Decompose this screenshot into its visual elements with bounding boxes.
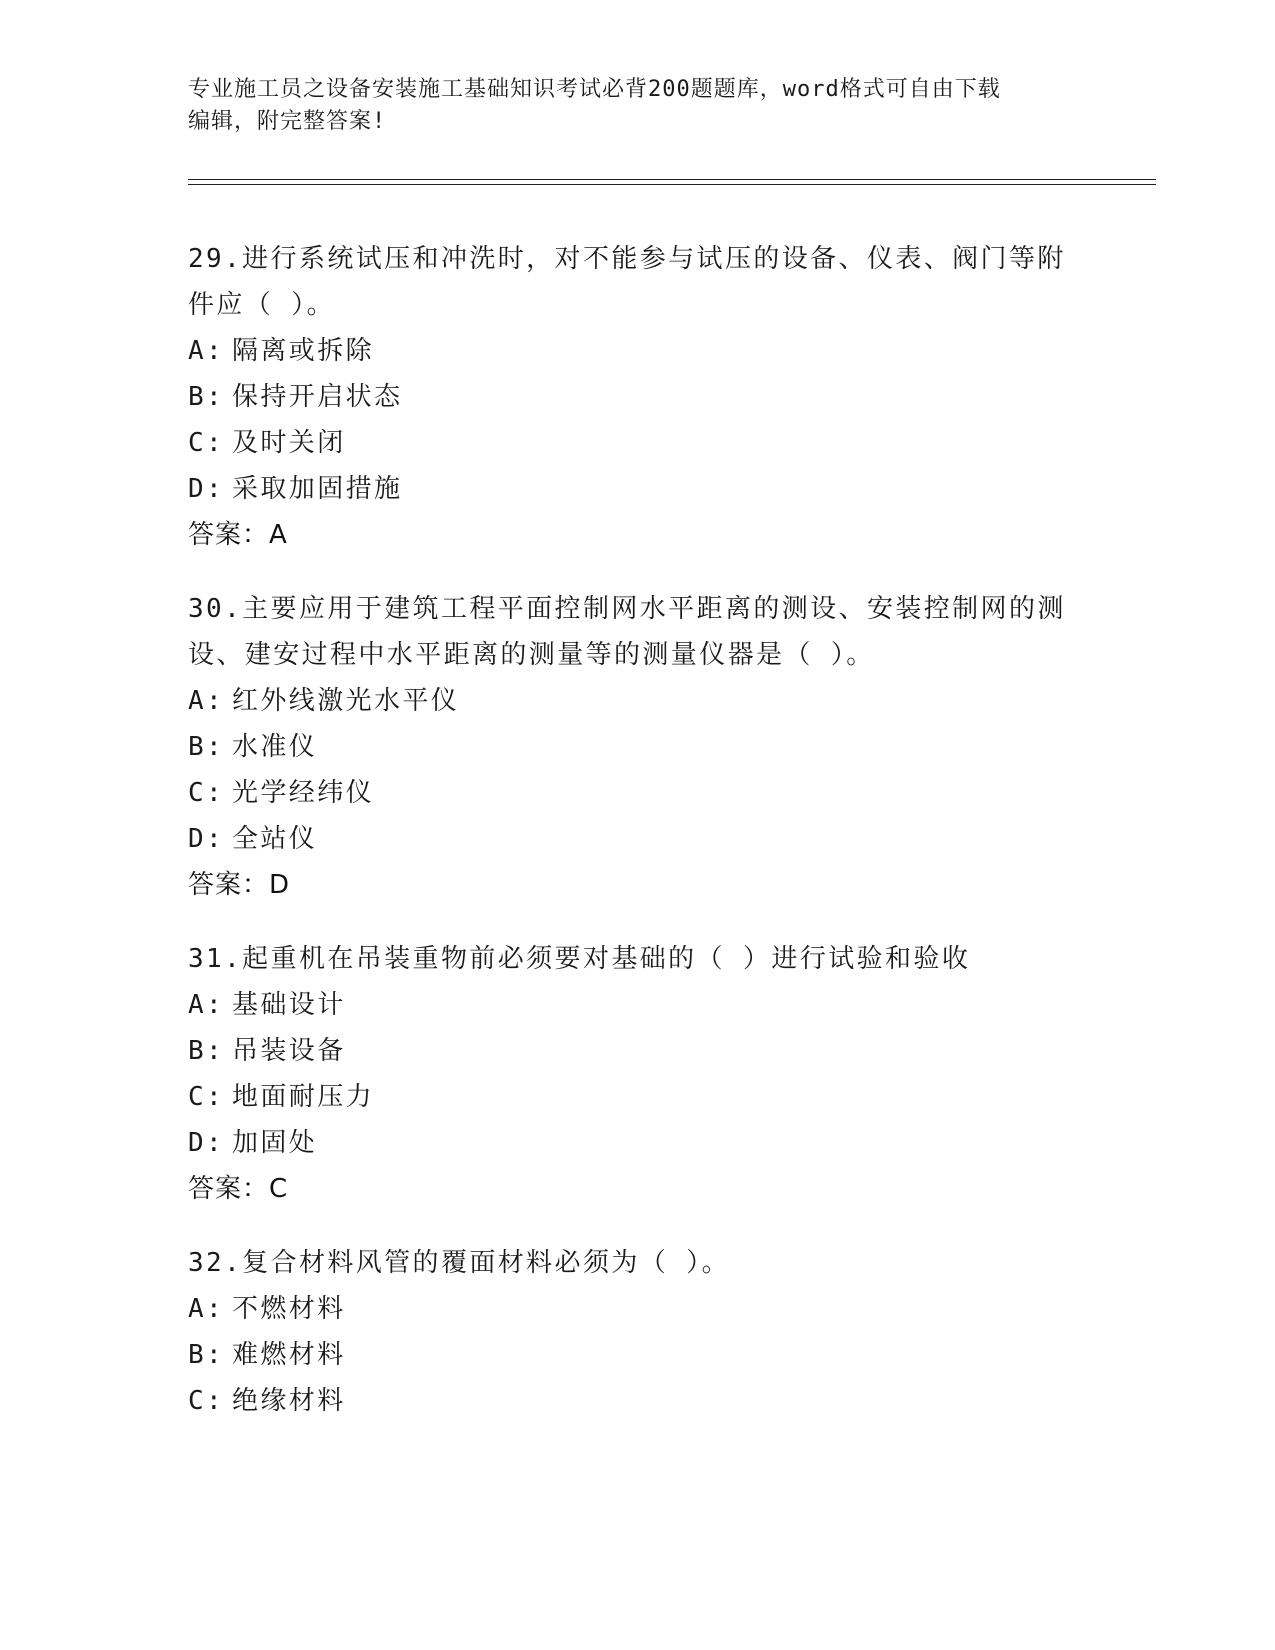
- option-letter: B:: [188, 1340, 225, 1370]
- option-d: [188, 816, 1088, 862]
- option-c: [188, 420, 1088, 466]
- option-letter: A:: [188, 336, 225, 366]
- document-header: [188, 74, 1068, 138]
- option-text: 绝缘材料: [232, 1386, 346, 1416]
- question-31: [188, 936, 1088, 1212]
- option-text: 红外线激光水平仪: [232, 686, 460, 716]
- option-text: 采取加固措施: [232, 474, 403, 504]
- option-d: [188, 466, 1088, 512]
- option-text: 不燃材料: [232, 1294, 346, 1324]
- question-stem-line: 32.复合材料风管的覆面材料必须为（ ）。: [188, 1248, 731, 1278]
- option-text: 光学经纬仪: [232, 778, 375, 808]
- header-line-1: 专业施工员之设备安装施工基础知识考试必背200题题库，word格式可自由下载: [188, 77, 1001, 102]
- option-a: [188, 982, 1088, 1028]
- option-text: 全站仪: [232, 824, 318, 854]
- option-letter: C:: [188, 428, 225, 458]
- option-b: [188, 374, 1088, 420]
- option-letter: D:: [188, 474, 225, 504]
- option-letter: B:: [188, 732, 225, 762]
- option-b: [188, 1332, 1088, 1378]
- header-divider-bottom: [188, 184, 1156, 185]
- answer-line: 答案：D: [188, 870, 291, 900]
- question-stem-line: 设、建安过程中水平距离的测量等的测量仪器是（ ）。: [188, 640, 875, 670]
- option-letter: A:: [188, 686, 225, 716]
- option-letter: B:: [188, 1036, 225, 1066]
- option-text: 隔离或拆除: [232, 336, 375, 366]
- question-29: [188, 236, 1088, 558]
- option-text: 吊装设备: [232, 1036, 346, 1066]
- option-a: [188, 678, 1088, 724]
- option-text: 保持开启状态: [232, 382, 403, 412]
- option-letter: C:: [188, 1386, 225, 1416]
- question-32: [188, 1240, 1088, 1424]
- option-d: [188, 1120, 1088, 1166]
- option-text: 难燃材料: [232, 1340, 346, 1370]
- option-letter: A:: [188, 990, 225, 1020]
- option-text: 及时关闭: [232, 428, 346, 458]
- option-letter: D:: [188, 1128, 225, 1158]
- option-text: 水准仪: [232, 732, 318, 762]
- option-c: [188, 1074, 1088, 1120]
- option-text: 地面耐压力: [232, 1082, 375, 1112]
- option-letter: C:: [188, 778, 225, 808]
- header-divider-top: [188, 179, 1156, 180]
- question-30: [188, 586, 1088, 908]
- question-stem-line: 29.进行系统试压和冲洗时，对不能参与试压的设备、仪表、阀门等附: [188, 244, 1066, 274]
- option-letter: C:: [188, 1082, 225, 1112]
- option-letter: D:: [188, 824, 225, 854]
- answer-line: 答案：A: [188, 520, 288, 550]
- option-text: 加固处: [232, 1128, 318, 1158]
- question-stem-line: 30.主要应用于建筑工程平面控制网水平距离的测设、安装控制网的测: [188, 594, 1066, 624]
- option-b: [188, 1028, 1088, 1074]
- option-c: [188, 770, 1088, 816]
- option-b: [188, 724, 1088, 770]
- answer-line: 答案：C: [188, 1174, 289, 1204]
- header-line-2: 编辑，附完整答案!: [188, 109, 387, 134]
- question-stem-line: 件应（ ）。: [188, 290, 336, 320]
- option-letter: A:: [188, 1294, 225, 1324]
- question-list: [188, 236, 1088, 1452]
- option-a: [188, 1286, 1088, 1332]
- option-letter: B:: [188, 382, 225, 412]
- option-c: [188, 1378, 1088, 1424]
- option-text: 基础设计: [232, 990, 346, 1020]
- question-stem-line: 31.起重机在吊装重物前必须要对基础的（ ）进行试验和验收: [188, 944, 971, 974]
- option-a: [188, 328, 1088, 374]
